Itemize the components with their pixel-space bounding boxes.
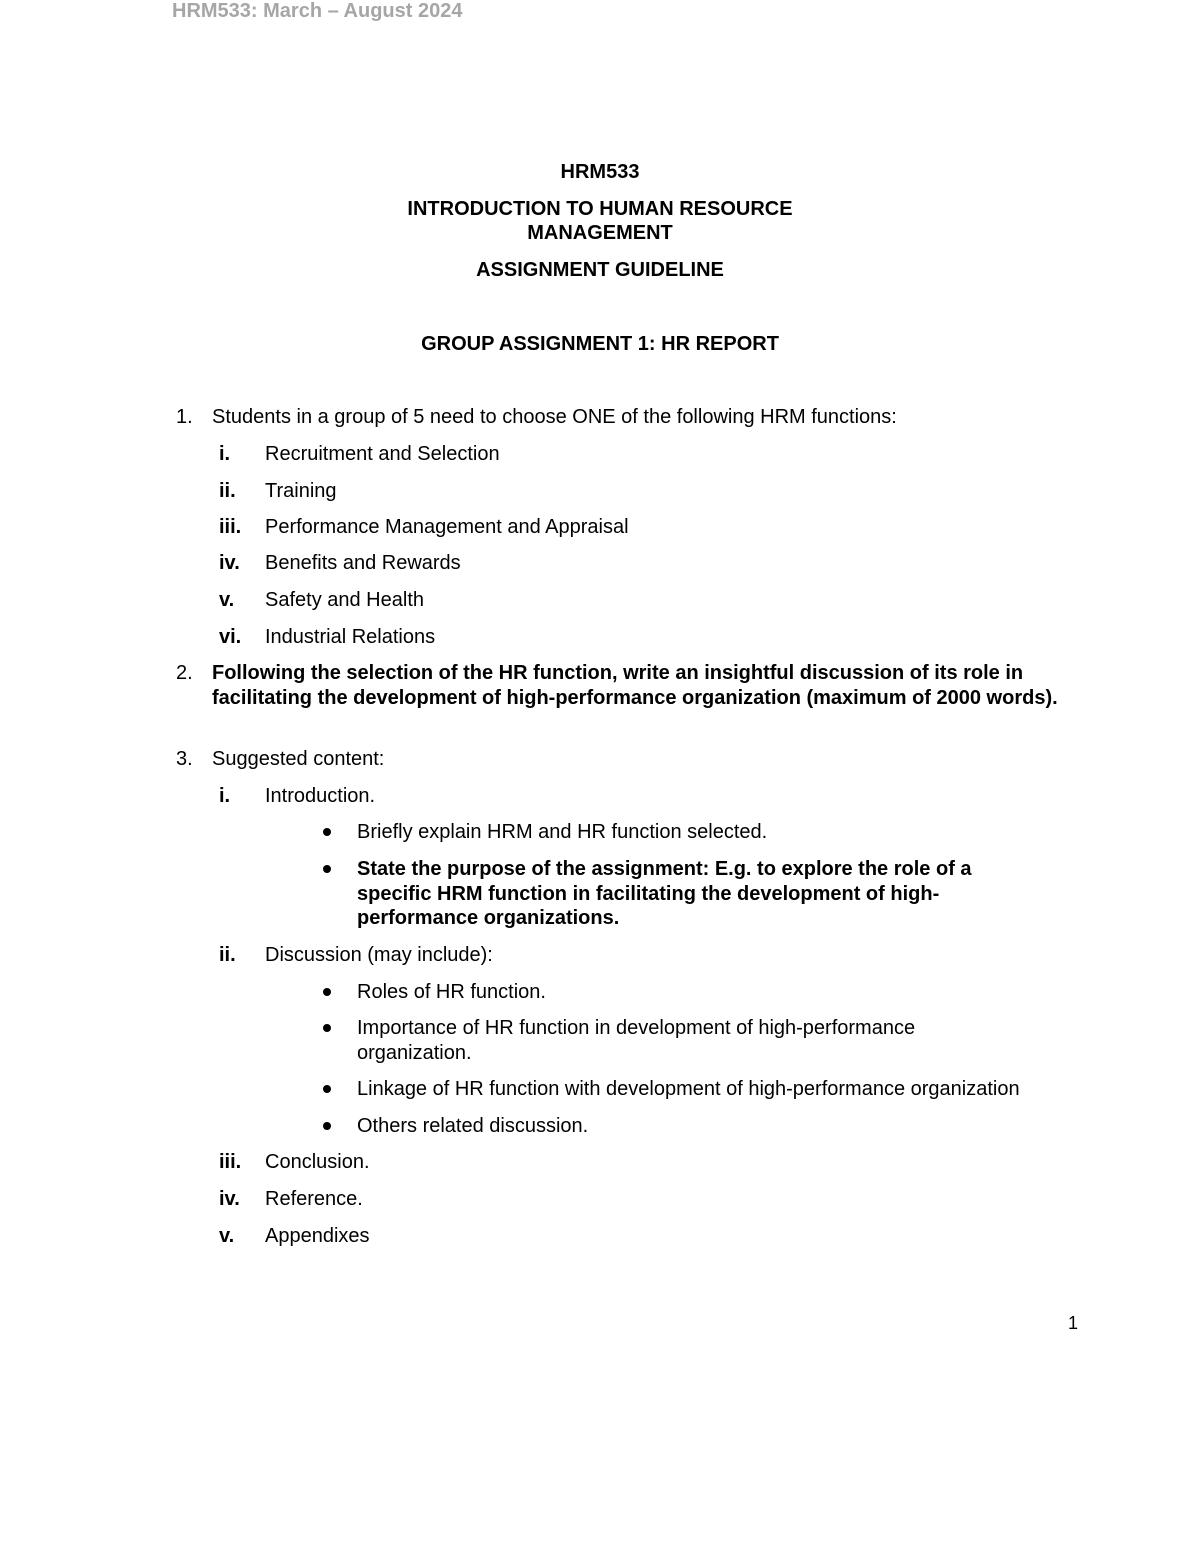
sub-marker-1-iii: iii.	[219, 516, 242, 538]
sub-marker-3-iv: iv.	[219, 1188, 240, 1210]
sub-text-3-iii: Conclusion.	[265, 1151, 370, 1173]
sub-text-1-vi: Industrial Relations	[265, 626, 436, 648]
bullet-icon	[323, 828, 331, 836]
item-text-1: Students in a group of 5 need to choose ONE of the following HRM functions:	[212, 406, 897, 428]
assignment-title: GROUP ASSIGNMENT 1: HR REPORT	[421, 333, 779, 355]
item-number-1: 1.	[176, 406, 193, 428]
bullet-text-3-ii-4: Others related discussion.	[357, 1115, 589, 1137]
sub-text-1-v: Safety and Health	[265, 589, 424, 611]
sub-marker-1-i: i.	[219, 443, 231, 465]
sub-text-3-i: Introduction.	[265, 785, 376, 807]
sub-marker-1-ii: ii.	[219, 480, 236, 502]
guideline-title: ASSIGNMENT GUIDELINE	[476, 259, 724, 281]
sub-text-1-iv: Benefits and Rewards	[265, 552, 461, 574]
sub-text-1-iii: Performance Management and Appraisal	[265, 516, 629, 538]
course-name-title-line1: INTRODUCTION TO HUMAN RESOURCE	[407, 198, 793, 220]
bullet-text-3-ii-3: Linkage of HR function with development of high-performance organization	[357, 1078, 1020, 1100]
sub-marker-3-ii: ii.	[219, 944, 236, 966]
sub-marker-1-iv: iv.	[219, 552, 240, 574]
item-number-2: 2.	[176, 662, 193, 684]
sub-marker-3-v: v.	[219, 1225, 235, 1247]
bullet-icon	[323, 1024, 331, 1032]
item-number-3: 3.	[176, 748, 193, 770]
running-header: HRM533: March – August 2024	[172, 0, 463, 22]
sub-text-1-i: Recruitment and Selection	[265, 443, 500, 465]
sub-text-1-ii: Training	[265, 480, 337, 502]
bullet-icon	[323, 865, 331, 873]
sub-marker-1-v: v.	[219, 589, 235, 611]
sub-text-3-iv: Reference.	[265, 1188, 363, 1210]
item-text-2: Following the selection of the HR function, write an insightful discussion of its role in facilitating the development of high-performance organization (maximum of 2000 words).	[212, 662, 1058, 709]
bullet-icon	[323, 1085, 331, 1093]
sub-marker-3-iii: iii.	[219, 1151, 242, 1173]
bullet-text-3-i-1: Briefly explain HRM and HR function selected.	[357, 821, 768, 843]
sub-text-3-v: Appendixes	[265, 1225, 370, 1247]
course-code-title: HRM533	[560, 161, 640, 183]
bullet-text-3-ii-1: Roles of HR function.	[357, 981, 546, 1003]
bullet-text-3-i-2: State the purpose of the assignment: E.g. to explore the role of a specific HRM function in facilitating the development of high-performance organizations.	[357, 858, 972, 929]
page-number: 1	[1068, 1313, 1079, 1333]
sub-text-3-ii: Discussion (may include):	[265, 944, 493, 966]
item-text-3: Suggested content:	[212, 748, 385, 770]
bullet-icon	[323, 1122, 331, 1130]
bullet-icon	[323, 988, 331, 996]
course-name-title-line2: MANAGEMENT	[527, 222, 673, 244]
sub-marker-3-i: i.	[219, 785, 231, 807]
bullet-text-3-ii-2: Importance of HR function in development of high-performance organization.	[357, 1017, 916, 1064]
sub-marker-1-vi: vi.	[219, 626, 242, 648]
